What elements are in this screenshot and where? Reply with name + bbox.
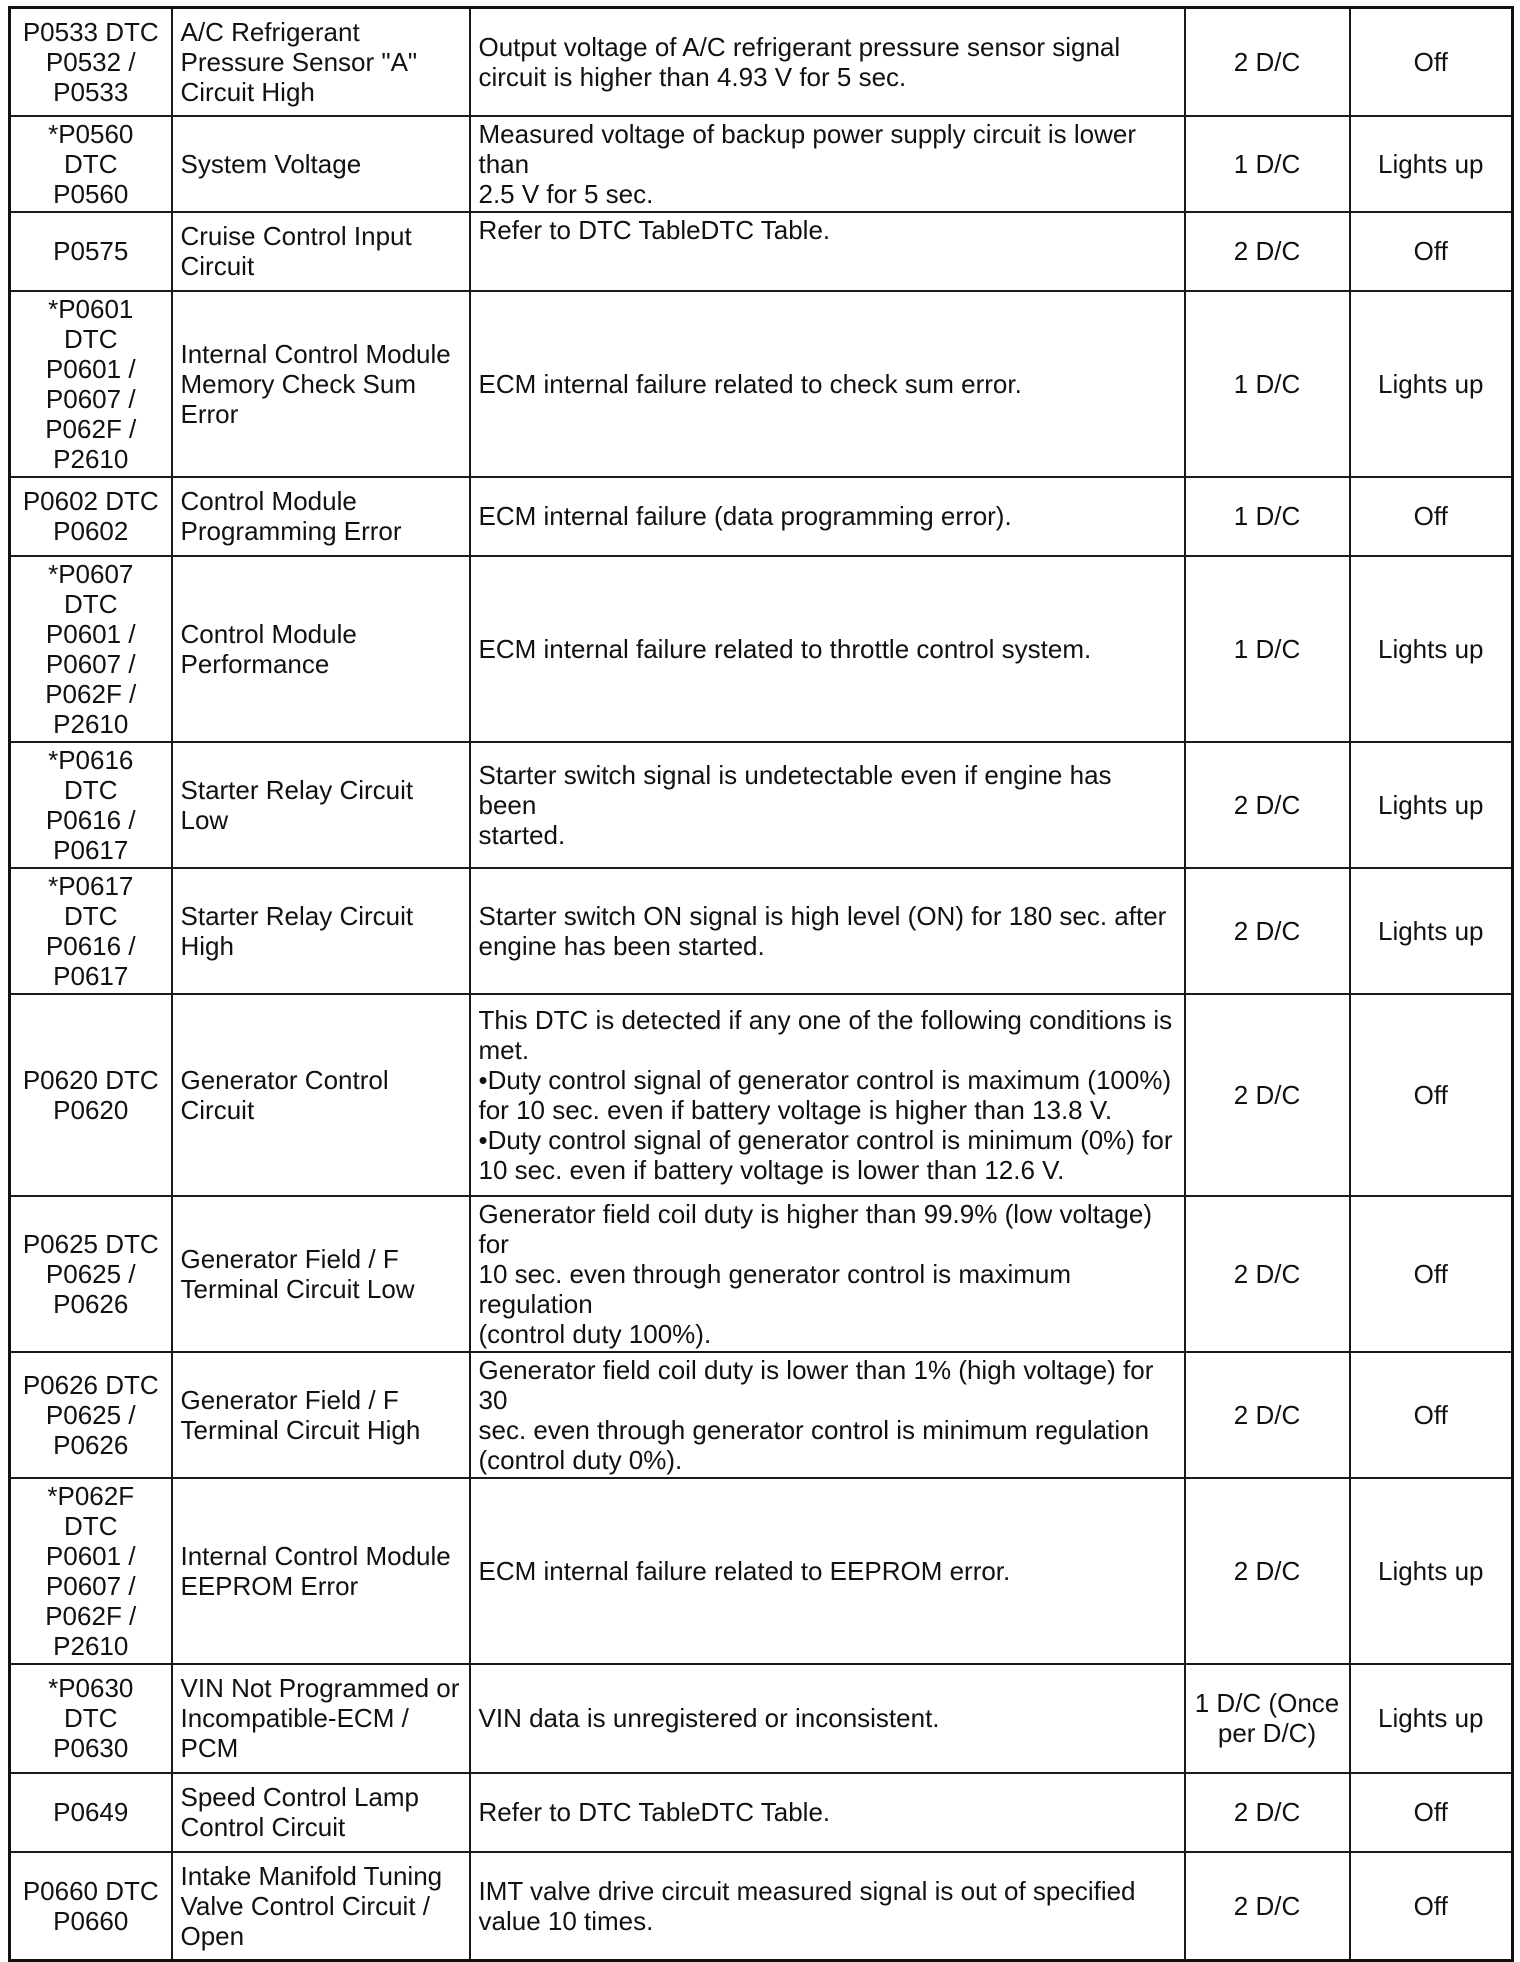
trip-cell: 2 D/C [1185, 1196, 1350, 1352]
table-row [10, 742, 1513, 868]
table-row [10, 868, 1513, 994]
trip-cell: 2 D/C [1185, 1852, 1350, 1961]
detection-item-cell: Internal Control Module Memory Check Sum Error [172, 291, 470, 477]
detection-condition-cell: This DTC is detected if any one of the following conditions is met. •Duty control signal of generator control is maximum (100%) for 10 sec. even if battery voltage is higher than 13.8 V. •Duty control signal of generator control is minimum (0%) for 10 sec. even if battery voltage is lower than 12.6 V. [470, 994, 1185, 1196]
dtc-code-cell: P0620 DTC P0620 [10, 994, 172, 1196]
mil-cell: Off [1350, 1196, 1513, 1352]
dtc-code-cell: *P0601 DTC P0601 / P0607 / P062F / P2610 [10, 291, 172, 477]
trip-cell: 2 D/C [1185, 868, 1350, 994]
mil-cell: Lights up [1350, 1478, 1513, 1664]
detection-item-cell: Starter Relay Circuit Low [172, 742, 470, 868]
trip-cell: 2 D/C [1185, 1352, 1350, 1478]
mil-cell: Off [1350, 1852, 1513, 1961]
dtc-code-cell: P0625 DTC P0625 / P0626 [10, 1196, 172, 1352]
detection-condition-cell: ECM internal failure (data programming error). [470, 477, 1185, 556]
table-row [10, 8, 1513, 116]
trip-cell: 1 D/C (Once per D/C) [1185, 1664, 1350, 1773]
table-row [10, 1352, 1513, 1478]
mil-cell: Lights up [1350, 116, 1513, 212]
table-row [10, 556, 1513, 742]
detection-condition-cell: ECM internal failure related to EEPROM error. [470, 1478, 1185, 1664]
detection-item-cell: Cruise Control Input Circuit [172, 212, 470, 291]
trip-cell: 1 D/C [1185, 116, 1350, 212]
detection-item-cell: VIN Not Programmed or Incompatible-ECM / PCM [172, 1664, 470, 1773]
trip-cell: 1 D/C [1185, 556, 1350, 742]
detection-item-cell: Control Module Performance [172, 556, 470, 742]
detection-item-cell: Control Module Programming Error [172, 477, 470, 556]
mil-cell: Off [1350, 477, 1513, 556]
dtc-code-cell: P0660 DTC P0660 [10, 1852, 172, 1961]
dtc-code-cell: *P0630 DTC P0630 [10, 1664, 172, 1773]
trip-cell: 2 D/C [1185, 742, 1350, 868]
detection-item-cell: Generator Control Circuit [172, 994, 470, 1196]
detection-condition-cell: VIN data is unregistered or inconsistent. [470, 1664, 1185, 1773]
detection-item-cell: Internal Control Module EEPROM Error [172, 1478, 470, 1664]
table-row [10, 994, 1513, 1196]
trip-cell: 2 D/C [1185, 1478, 1350, 1664]
detection-condition-cell: Generator field coil duty is higher than 99.9% (low voltage) for 10 sec. even through generator control is maximum regulation (control duty 100%). [470, 1196, 1185, 1352]
dtc-code-cell: P0575 [10, 212, 172, 291]
trip-cell: 1 D/C [1185, 291, 1350, 477]
dtc-code-cell: *P0607 DTC P0601 / P0607 / P062F / P2610 [10, 556, 172, 742]
detection-item-cell: System Voltage [172, 116, 470, 212]
mil-cell: Lights up [1350, 291, 1513, 477]
table-row [10, 291, 1513, 477]
detection-condition-cell: Starter switch ON signal is high level (ON) for 180 sec. after engine has been started. [470, 868, 1185, 994]
dtc-code-cell: *P0560 DTC P0560 [10, 116, 172, 212]
detection-condition-cell: ECM internal failure related to throttle control system. [470, 556, 1185, 742]
detection-item-cell: Starter Relay Circuit High [172, 868, 470, 994]
detection-condition-cell: Refer to DTC TableDTC Table. [470, 1773, 1185, 1852]
dtc-code-cell: P0649 [10, 1773, 172, 1852]
dtc-code-cell: P0626 DTC P0625 / P0626 [10, 1352, 172, 1478]
detection-condition-cell: Output voltage of A/C refrigerant pressure sensor signal circuit is higher than 4.93 V for 5 sec. [470, 8, 1185, 116]
detection-condition-cell: Generator field coil duty is lower than 1% (high voltage) for 30 sec. even through generator control is minimum regulation (control duty 0%). [470, 1352, 1185, 1478]
dtc-code-cell: *P062F DTC P0601 / P0607 / P062F / P2610 [10, 1478, 172, 1664]
detection-condition-cell: Starter switch signal is undetectable even if engine has been started. [470, 742, 1185, 868]
trip-cell: 1 D/C [1185, 477, 1350, 556]
mil-cell: Off [1350, 8, 1513, 116]
trip-cell: 2 D/C [1185, 8, 1350, 116]
dtc-code-cell: P0533 DTC P0532 / P0533 [10, 8, 172, 116]
table-row [10, 1478, 1513, 1664]
trip-cell: 2 D/C [1185, 1773, 1350, 1852]
detection-condition-cell: ECM internal failure related to check sum error. [470, 291, 1185, 477]
mil-cell: Lights up [1350, 742, 1513, 868]
mil-cell: Off [1350, 1773, 1513, 1852]
mil-cell: Off [1350, 994, 1513, 1196]
dtc-table [8, 6, 1514, 1962]
table-row [10, 1773, 1513, 1852]
mil-cell: Lights up [1350, 1664, 1513, 1773]
detection-condition-cell: Measured voltage of backup power supply circuit is lower than 2.5 V for 5 sec. [470, 116, 1185, 212]
mil-cell: Off [1350, 212, 1513, 291]
table-row [10, 116, 1513, 212]
trip-cell: 2 D/C [1185, 212, 1350, 291]
detection-item-cell: Generator Field / F Terminal Circuit Low [172, 1196, 470, 1352]
detection-item-cell: A/C Refrigerant Pressure Sensor "A" Circuit High [172, 8, 470, 116]
detection-item-cell: Intake Manifold Tuning Valve Control Circuit / Open [172, 1852, 470, 1961]
detection-condition-cell: Refer to DTC TableDTC Table. [470, 212, 1185, 291]
trip-cell: 2 D/C [1185, 994, 1350, 1196]
detection-condition-cell: IMT valve drive circuit measured signal is out of specified value 10 times. [470, 1852, 1185, 1961]
dtc-code-cell: *P0617 DTC P0616 / P0617 [10, 868, 172, 994]
mil-cell: Lights up [1350, 868, 1513, 994]
table-row [10, 1664, 1513, 1773]
table-row [10, 212, 1513, 291]
detection-item-cell: Speed Control Lamp Control Circuit [172, 1773, 470, 1852]
dtc-code-cell: *P0616 DTC P0616 / P0617 [10, 742, 172, 868]
table-row [10, 1196, 1513, 1352]
detection-item-cell: Generator Field / F Terminal Circuit High [172, 1352, 470, 1478]
mil-cell: Off [1350, 1352, 1513, 1478]
table-row [10, 477, 1513, 556]
dtc-code-cell: P0602 DTC P0602 [10, 477, 172, 556]
mil-cell: Lights up [1350, 556, 1513, 742]
table-row [10, 1852, 1513, 1961]
